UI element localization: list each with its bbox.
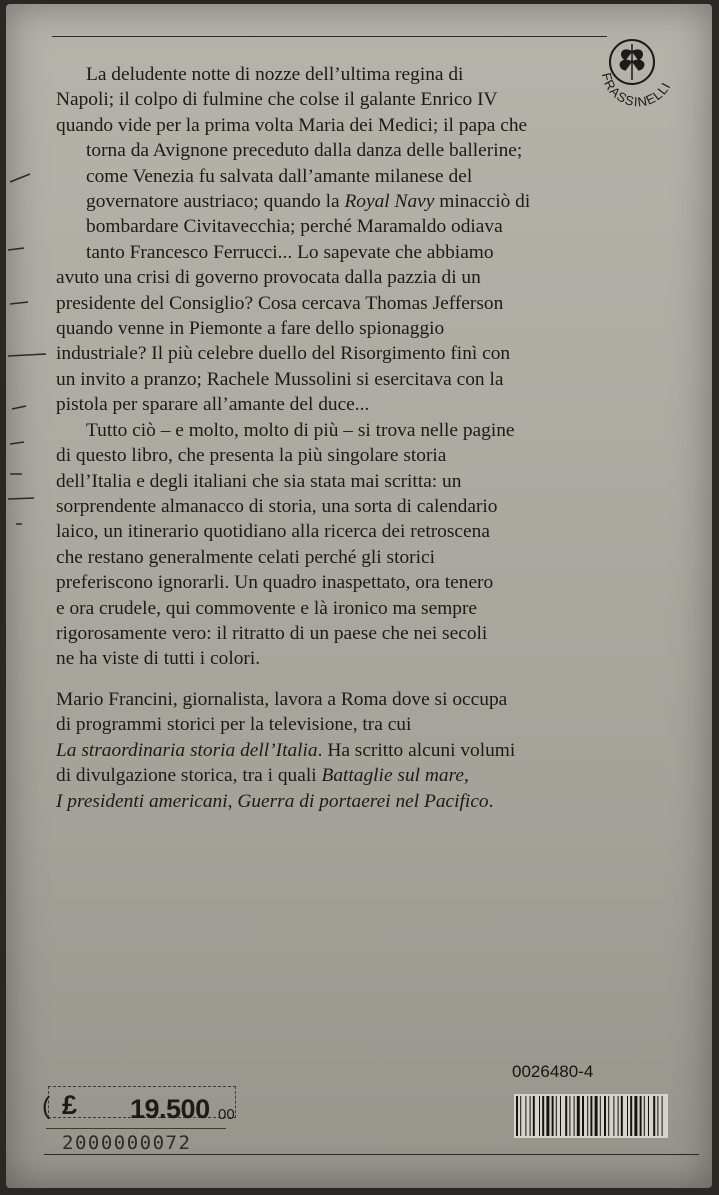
author-bio bbox=[56, 687, 626, 814]
barcode-bar bbox=[644, 1096, 645, 1136]
bio-line: di programmi storici per la televisione, tra cui bbox=[56, 714, 412, 736]
book-title: La straordinaria storia dell’Italia bbox=[56, 739, 318, 761]
bio-line bbox=[56, 738, 626, 763]
blurb-line: Tutto ciò – e molto, molto di più – si trova nelle pagine bbox=[86, 419, 515, 441]
barcode-bar bbox=[516, 1096, 518, 1136]
barcode-bar bbox=[560, 1096, 561, 1136]
blurb-line: industriale? Il più celebre duello del Risorgimento finì con bbox=[56, 343, 511, 365]
blurb-line: quando venne in Piemonte a fare dello spionaggio bbox=[56, 318, 445, 340]
bio-line bbox=[56, 763, 626, 788]
barcode-bar bbox=[533, 1096, 535, 1136]
blurb-line: e ora crudele, qui commovente e là ironico ma sempre bbox=[56, 597, 478, 619]
blurb-line: torna da Avignone preceduto dalla danza delle ballerine; bbox=[86, 140, 523, 162]
barcode-bar bbox=[627, 1096, 628, 1136]
blurb-line: avuto una crisi di governo provocata dalla pazzia di un bbox=[56, 267, 481, 289]
price-decimals: 00 bbox=[218, 1106, 235, 1123]
blurb-text bbox=[56, 62, 616, 672]
barcode-bar bbox=[577, 1096, 580, 1136]
bio-fragment: , bbox=[464, 765, 469, 787]
barcode-bar bbox=[565, 1096, 567, 1136]
publisher-name: FRASSINELLI bbox=[598, 71, 674, 110]
barcode-bar bbox=[590, 1096, 592, 1136]
blurb-line: che restano generalmente celati perché gli storici bbox=[56, 546, 436, 568]
blurb-line: preferiscono ignorarli. Un quadro inaspettato, ora tenero bbox=[56, 572, 494, 594]
bio-fragment: . Ha scritto alcuni volumi bbox=[317, 739, 516, 761]
barcode-bar bbox=[530, 1096, 531, 1136]
blurb-italic: Royal Navy bbox=[344, 191, 435, 213]
barcode-bar bbox=[582, 1096, 584, 1136]
barcode-bar bbox=[525, 1096, 526, 1136]
price-value: 19.500 bbox=[130, 1094, 210, 1124]
blurb-line: laico, un itinerario quotidiano alla ricerca dei retroscena bbox=[56, 521, 490, 543]
blurb-line bbox=[56, 189, 616, 214]
isbn-code: 0026480-4 bbox=[512, 1062, 594, 1081]
blurb-line: di questo libro, che presenta la più singolare storia bbox=[56, 445, 447, 467]
barcode-bar bbox=[539, 1096, 540, 1136]
blurb-line: Napoli; il colpo di fulmine che colse il galante Enrico IV bbox=[56, 89, 498, 111]
barcode-bar bbox=[595, 1096, 598, 1136]
barcode-bar bbox=[630, 1096, 632, 1136]
blurb-fragment: minacciò di bbox=[439, 191, 531, 213]
barcode-bar bbox=[618, 1096, 619, 1136]
book-back-cover bbox=[6, 4, 712, 1188]
blurb-fragment: governatore austriaco; quando la bbox=[86, 191, 340, 213]
barcode-bar bbox=[569, 1096, 570, 1136]
blurb-line: presidente del Consiglio? Cosa cercava Thomas Jefferson bbox=[56, 292, 504, 314]
serial-number: 2000000072 bbox=[62, 1132, 192, 1154]
barcode-bar bbox=[657, 1096, 658, 1136]
blurb-line: un invito a pranzo; Rachele Mussolini si esercitava con la bbox=[56, 368, 504, 390]
barcode-bar bbox=[552, 1096, 554, 1136]
bio-line bbox=[56, 789, 626, 814]
barcode-bar bbox=[648, 1096, 649, 1136]
blurb-paragraph-1 bbox=[56, 62, 616, 418]
book-title: Battaglie sul mare bbox=[321, 765, 465, 787]
bio-line: Mario Francini, giornalista, lavora a Roma dove si occupa bbox=[56, 689, 508, 710]
barcode-bar bbox=[608, 1096, 609, 1136]
blurb-line: dell’Italia e degli italiani che sia stata mai scritta: un bbox=[56, 470, 462, 492]
barcode-bar bbox=[662, 1096, 663, 1136]
barcode-bar bbox=[542, 1096, 544, 1136]
barcode-bar bbox=[640, 1096, 642, 1136]
currency-symbol: £ bbox=[62, 1090, 78, 1120]
barcode-bar bbox=[613, 1096, 614, 1136]
book-title: I presidenti americani bbox=[56, 790, 228, 812]
barcode-bar bbox=[604, 1096, 606, 1136]
barcode-bar bbox=[587, 1096, 588, 1136]
top-rule bbox=[52, 36, 607, 37]
blurb-line: sorprendente almanacco di storia, una sorta di calendario bbox=[56, 495, 498, 517]
blurb-paragraph-2 bbox=[56, 418, 616, 672]
barcode-bar bbox=[546, 1096, 549, 1136]
barcode-bar bbox=[574, 1096, 575, 1136]
blurb-line: tanto Francesco Ferrucci... Lo sapevate che abbiamo bbox=[86, 241, 494, 263]
blurb-line: bombardare Civitavecchia; perché Maramaldo odiava bbox=[86, 216, 503, 238]
blurb-line: rigorosamente vero: il ritratto di un paese che nei secoli bbox=[56, 622, 488, 644]
barcode-bar bbox=[634, 1096, 637, 1136]
barcode bbox=[514, 1094, 668, 1138]
price-sticker bbox=[40, 1076, 510, 1166]
bio-fragment: di divulgazione storica, tra i quali bbox=[56, 765, 322, 787]
price-paren: ( bbox=[42, 1092, 51, 1120]
bottom-rule bbox=[44, 1154, 699, 1155]
barcode-bar bbox=[621, 1096, 623, 1136]
blurb-line: La deludente notte di nozze dell’ultima regina di bbox=[86, 64, 464, 85]
barcode-bar bbox=[556, 1096, 557, 1136]
barcode-bar bbox=[520, 1096, 521, 1136]
bio-fragment: , bbox=[227, 790, 238, 812]
serial-rule bbox=[46, 1128, 226, 1129]
blurb-line: come Venezia fu salvata dall’amante milanese del bbox=[86, 165, 473, 187]
barcode-bar bbox=[600, 1096, 601, 1136]
bio-fragment: . bbox=[488, 790, 494, 812]
blurb-line: ne ha viste di tutti i colori. bbox=[56, 648, 261, 670]
blurb-line: quando vide per la prima volta Maria dei Medici; il papa che bbox=[56, 114, 528, 136]
book-title: Guerra di portaerei nel Pacifico bbox=[237, 790, 489, 812]
blurb-line: pistola per sparare all’amante del duce... bbox=[56, 394, 370, 416]
barcode-bar bbox=[653, 1096, 655, 1136]
